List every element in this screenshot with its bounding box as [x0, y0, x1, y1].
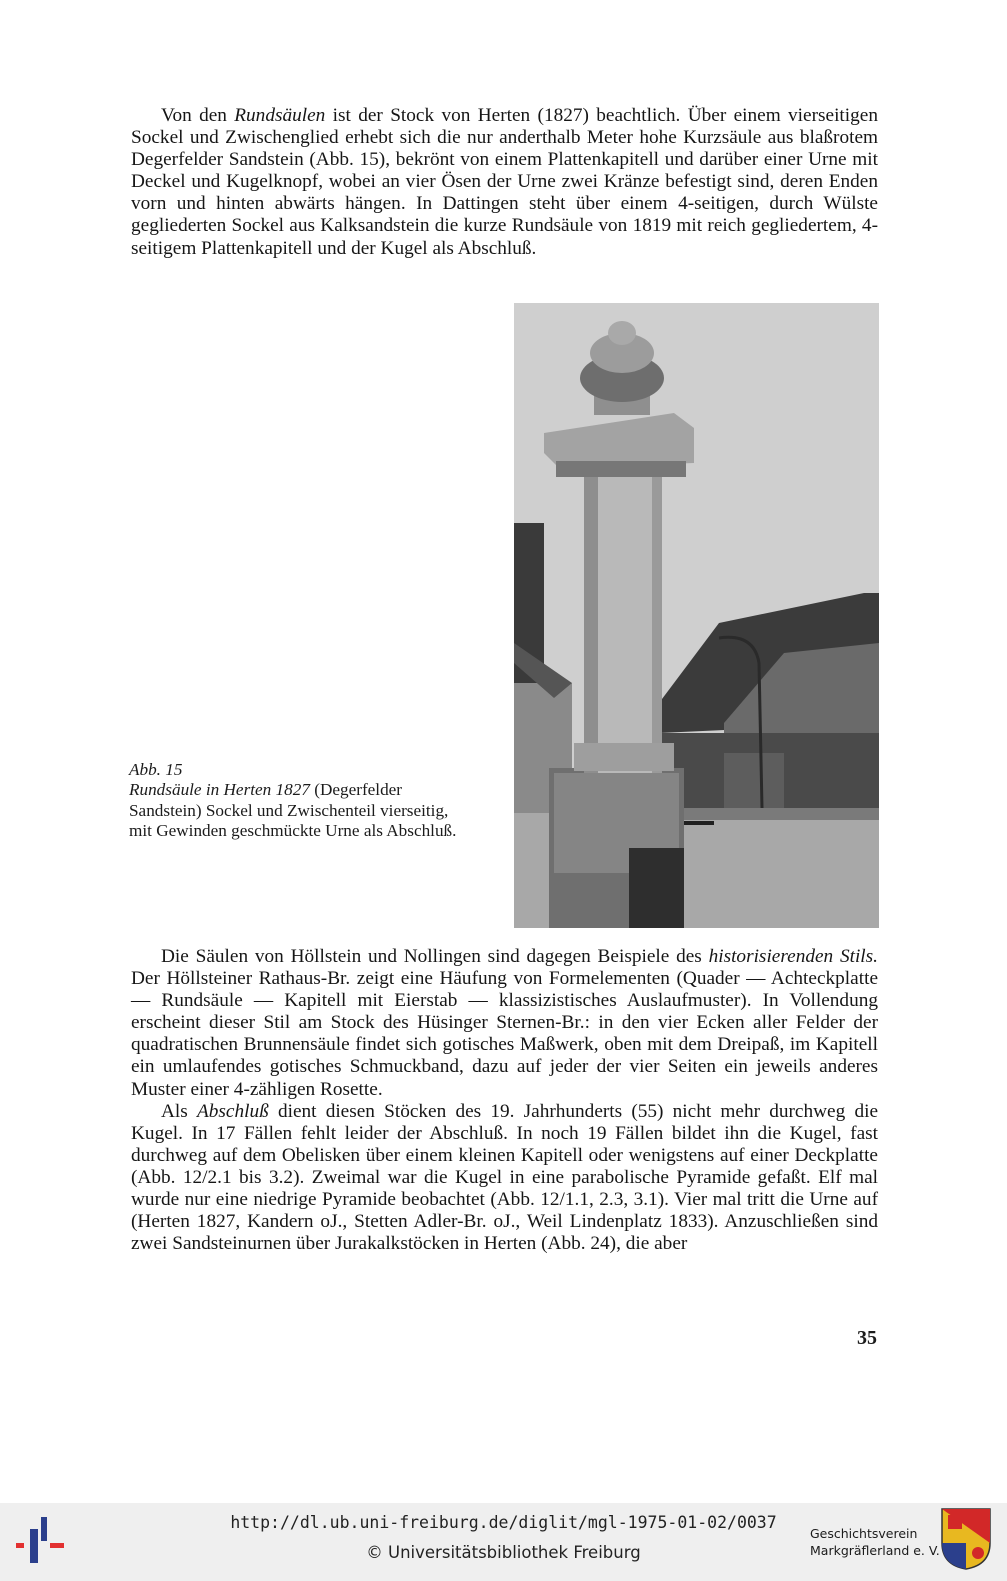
society-line-2: Markgräflerland e. V. [810, 1543, 940, 1558]
copyright-notice: © Universitätsbibliothek Freiburg [366, 1543, 641, 1562]
society-line-1: Geschichtsverein [810, 1526, 918, 1541]
paragraph-historisierender-stil: Die Säulen von Höllstein und Nollingen sind dagegen Beispiele des historisierenden Stils. Der Höllsteiner Rathaus-Br. zeigt eine Häufung von Formelementen (Quader — Achteckplatte — Rundsäule — Kapitell mit Eierstab — klassizistisches Auslaufmuster). In Vollendung erscheint dieser Stil am Stock des Hüsinger Sternen-Br.: in den vier Ecken aller Felder der quadratischen Brunnensäule findet sich gotisches Maßwerk, oben mit dem Dreipaß, im Kapitell ein umlaufendes gotisches Schmuckband, dazu auf jeder der vier Seiten ein jeweils anderes Muster einer 4-zähligen Rosette. [131, 946, 878, 1100]
paragraph-rundsaeulen: Von den Rundsäulen ist der Stock von Herten (1827) beachtlich. Über einem vierseitigen Sockel und Zwischenglied erhebt sich die nur anderthalb Meter hohe Kurzsäule aus blaßrotem Degerfelder Sandstein (Abb. 15), bekrönt von einem Plattenkapitell und darüber einer Urne mit Deckel und Kugelknopf, wobei an vier Ösen der Urne zwei Kränze befestigt sind, deren Enden vorn und hinten abwärts hängen. In Dattingen steht über einem 4-seitigen, durch Wülste gegliederten Sockel aus Kalksandstein die kurze Rundsäule von 1819 mit reich gegliedertem, 4-seitigem Plattenkapitell und der Kugel als Abschluß. [131, 105, 878, 259]
body-paragraph-1 [131, 105, 878, 260]
figure-caption-text: (Degerfelder Sandstein) Sockel und Zwischenteil vierseitig, mit Gewinden geschmückte Urne als Abschluß. [129, 780, 457, 841]
source-url-link[interactable]: http://dl.ub.uni-freiburg.de/diglit/mgl-1975-01-02/0037 [230, 1513, 777, 1532]
page-number: 35 [857, 1327, 877, 1349]
figure-photo-column [514, 303, 879, 928]
body-text-block-2 [131, 946, 878, 1255]
society-name [810, 1525, 940, 1559]
footer-bar [0, 1503, 1007, 1581]
coat-of-arms-icon [940, 1507, 992, 1575]
paragraph-abschluss: Als Abschluß dient diesen Stöcken des 19. Jahrhunderts (55) nicht mehr durchweg die Kugel. In 17 Fällen fehlt leider der Abschluß. In noch 19 Fällen bildet ihn die Kugel, fast durchweg auf dem Obelisken über einem kleinen Kapitell oder wenigstens auf einer Deckplatte (Abb. 12/2.1 bis 3.2). Zweimal war die Kugel in eine parabolische Pyramide gefaßt. Elf mal wurde nur eine niedrige Pyramide beobachtet (Abb. 12/1.1, 2.3, 3.1). Vier mal tritt die Urne auf (Herten 1827, Kandern oJ., Stetten Adler-Br. oJ., Weil Lindenplatz 1833). Anzuschließen sind zwei Sandsteinurnen über Jurakalkstöcken in Herten (Abb. 24), die aber [131, 1100, 878, 1255]
figure-title: Rundsäule in Herten 1827 [129, 780, 310, 800]
figure-label: Abb. 15 [129, 760, 183, 779]
figure-caption [129, 760, 459, 842]
